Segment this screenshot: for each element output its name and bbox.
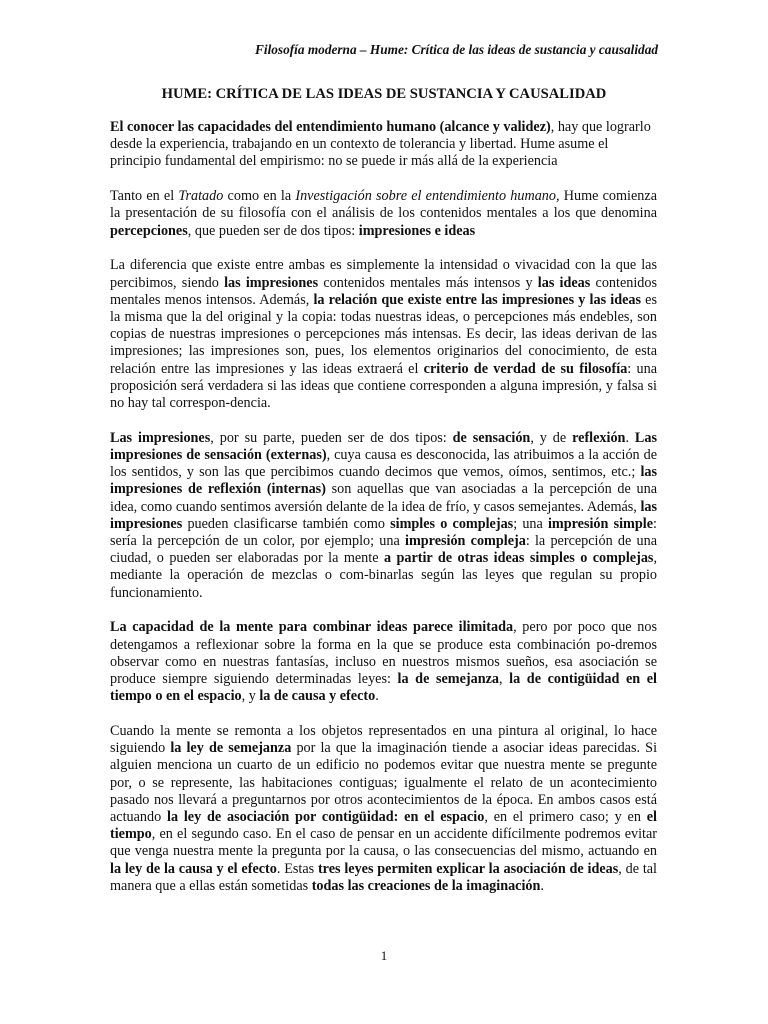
text-run: , en el primero caso; y en (484, 809, 647, 826)
bold-text: la de causa y efecto (259, 688, 376, 705)
bold-text: impresiones e ideas (358, 222, 476, 239)
text-run: , en el segundo caso. En el caso de pensar en un accidente difícilmente podremos evitar que venga nuestra mente la pregunta por la causa, o las consecuencias del mismo, actuando en (110, 826, 657, 860)
bold-text: simples o complejas (390, 515, 514, 532)
text-run: , y de (530, 429, 573, 446)
text-run: , y (241, 688, 260, 705)
bold-text: el tiempo (110, 809, 657, 843)
paragraph-6 (110, 723, 657, 895)
text-run: , mediante la operación de mezclas o com-binarlas según las leyes que regulan su propio funcionamiento. (110, 550, 657, 601)
bold-text: las ideas (537, 274, 591, 291)
running-header: Filosofía moderna – Hume: Crítica de las ideas de sustancia y causalidad (255, 42, 658, 57)
paragraph-4 (110, 430, 657, 602)
paragraph-5 (110, 619, 657, 705)
document-body (110, 119, 657, 913)
bold-text: la de contigüidad en el tiempo o en el espacio (110, 671, 657, 705)
paragraph-2 (110, 188, 657, 240)
text-run: La diferencia que existe entre ambas es simplemente la intensidad o vivacidad con la que las percibimos, siendo (110, 257, 657, 291)
text-run: . (375, 688, 379, 705)
bold-text: de sensación (452, 429, 531, 446)
bold-text: las impresiones de reflexión (internas) (110, 464, 657, 498)
bold-text: impresión simple (547, 515, 654, 532)
text-run: Cuando la mente se remonta a los objetos representados en una pintura al original, lo hace siguiendo (110, 723, 657, 757)
bold-text: todas las creaciones de la imaginación (311, 877, 541, 894)
bold-text: las impresiones (224, 274, 319, 291)
bold-text: las impresiones (110, 498, 657, 532)
text-run: son aquellas que van asociadas a la percepción de una idea, como cuando sentimos aversión delante de la idea de frío, y casos semejantes. Además, (110, 481, 657, 515)
text-run: , (499, 671, 510, 688)
bold-text: percepciones (110, 222, 188, 239)
bold-text: la ley de semejanza (170, 740, 292, 757)
bold-text: la de semejanza (397, 671, 499, 688)
text-run: , de tal manera que a ellas están sometidas (110, 860, 657, 894)
italic-text: Tratado (178, 188, 224, 205)
bold-text: la ley de asociación por contigüidad: en el espacio (167, 809, 485, 826)
text-run: contenidos mentales más intensos y (318, 274, 538, 291)
text-run: , que pueden ser de dos tipos: (187, 222, 359, 239)
text-run: , hay que lograrlo desde la experiencia, trabajando en un contexto de tolerancia y libertad. Hume asume el principio fundamental del empirismo: no se puede ir más allá de la experiencia (110, 119, 651, 170)
text-run: . (625, 429, 635, 446)
bold-text: la ley de la causa y el efecto (110, 860, 277, 877)
text-run: , pero por poco que nos detengamos a reflexionar sobre la forma en la que se produce esta combinación po-dremos observar como en nuestras fantasías, incluso en nuestros mismos sueños, esa asociación se produce siempre siguiendo determinadas leyes: (110, 619, 657, 688)
text-run: : sería la percepción de un color, por ejemplo; una (110, 515, 657, 550)
text-run: : la percepción de una ciudad, o pueden ser elaboradas por la mente (110, 533, 658, 567)
text-run: por la que la imaginación tiende a asociar ideas parecidas. Si alguien menciona un cuarto de un edificio no podemos evitar que nuestra mente se pregunte por, o se represente, las habitaciones contiguas; igualmente el relato de un acontecimiento pasado nos llevará a preguntarnos por otros acontecimientos de la época. En ambos casos está actuando (110, 740, 658, 826)
bold-text: El conocer las capacidades del entendimiento humano (alcance y validez) (110, 119, 551, 135)
text-run: es la misma que la del original y la copia: todas nuestras ideas, o percepciones más endebles, son copias de nuestras impresiones o percepciones más intensas. Es decir, las ideas derivan de las impresiones; las impresiones son, pues, los elementos originarios del conocimiento, de esta relación entre las impresiones y las ideas extraerá el (110, 291, 657, 377)
italic-text: Investigación sobre el entendimiento humano, (295, 188, 560, 205)
bold-text: la relación que existe entre las impresiones y las ideas (313, 291, 641, 308)
text-run: , cuya causa es desconocida, las atribuimos a la acción de los sentidos, y son las que percibimos cuando decimos que vemos, oímos, sentimos, etc.; (110, 447, 658, 481)
text-run: . (540, 877, 544, 894)
bold-text: impresión compleja (405, 533, 526, 550)
paragraph-1 (110, 119, 657, 171)
text-run: ; una (513, 515, 548, 532)
bold-text: La capacidad de la mente para combinar ideas parece ilimitada (110, 619, 514, 636)
paragraph-3 (110, 257, 657, 412)
bold-text: reflexión (572, 429, 626, 446)
bold-text: criterio de verdad de su filosofía (423, 360, 628, 377)
text-run: Tanto en el (110, 188, 179, 205)
text-run: pueden clasificarse también como (182, 515, 391, 532)
bold-text: Las impresiones de sensación (externas) (110, 429, 657, 464)
text-run: Hume comienza la presentación de su filosofía con el análisis de los contenidos mentales a los que denomina (110, 188, 657, 222)
bold-text: tres leyes permiten explicar la asociación de ideas (317, 860, 619, 877)
page-number: 1 (380, 948, 388, 963)
bold-text: Las impresiones (110, 429, 211, 446)
text-run: : una proposición será verdadera si las ideas que contiene corresponden a alguna impresión, y falsa si no hay tal correspon-dencia. (110, 360, 657, 412)
bold-text: a partir de otras ideas simples o complejas (383, 550, 654, 567)
text-run: , por su parte, pueden ser de dos tipos: (210, 429, 453, 446)
text-run: . Estas (276, 860, 318, 877)
text-run: como en la (223, 188, 296, 205)
text-run: contenidos mentales menos intensos. Además, (110, 274, 657, 308)
document-title: HUME: CRÍTICA DE LAS IDEAS DE SUSTANCIA Y CAUSALIDAD (161, 86, 607, 102)
